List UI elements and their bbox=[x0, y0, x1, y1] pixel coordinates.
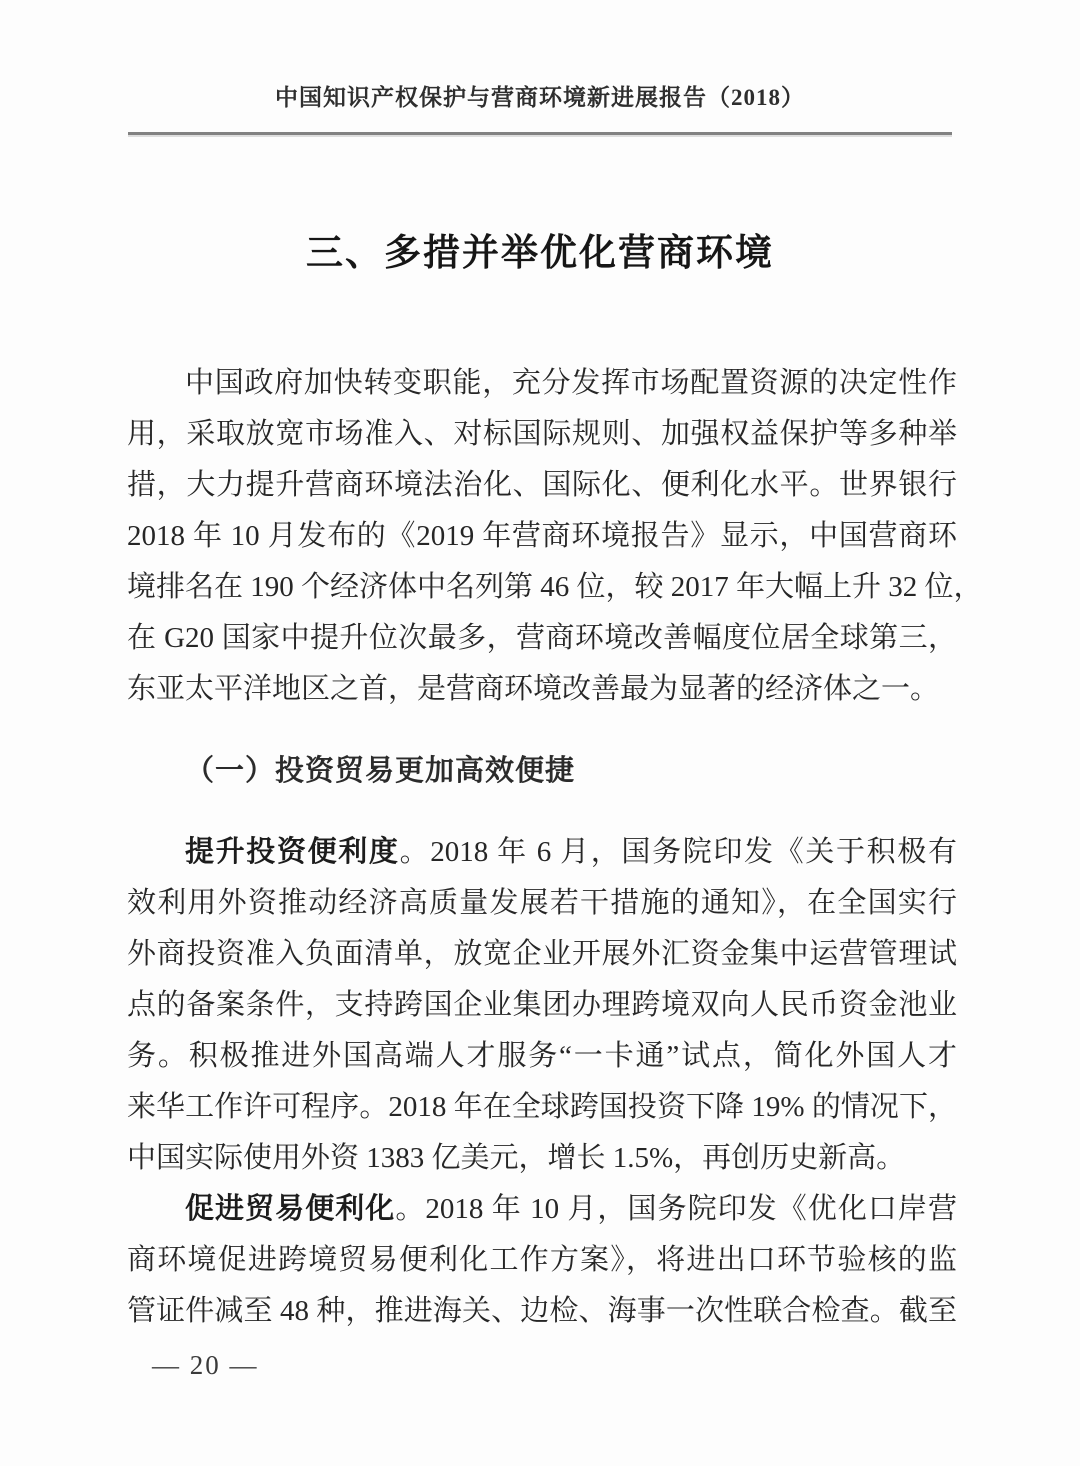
body-line bbox=[127, 827, 957, 878]
body-line bbox=[127, 1184, 957, 1235]
body-line: 来华工作许可程序。2018 年在全球跨国投资下降 19% 的情况下， bbox=[127, 1091, 957, 1123]
body-line: 点的备案条件，支持跨国企业集团办理跨境双向人民币资金池业 bbox=[127, 989, 957, 1021]
body-line: 中国实际使用外资 1383 亿美元，增长 1.5%，再创历史新高。 bbox=[127, 1142, 906, 1174]
body-line: 管证件减至 48 种，推进海关、边检、海事一次性联合检查。截至 bbox=[127, 1295, 957, 1327]
body-line: 商环境促进跨境贸易便利化工作方案》，将进出口环节验核的监 bbox=[127, 1244, 957, 1276]
body-line: 中国政府加快转变职能，充分发挥市场配置资源的决定性作 bbox=[185, 367, 957, 399]
paragraph-investment-facilitation bbox=[127, 827, 957, 1184]
body-line-text: 。2018 年 6 月，国务院印发《关于积极有 bbox=[399, 836, 957, 868]
body-line-text: 。2018 年 10 月，国务院印发《优化口岸营 bbox=[395, 1193, 957, 1225]
running-header-title: 中国知识产权保护与营商环境新进展报告（2018） bbox=[275, 85, 805, 110]
body-line: 务。积极推进外国高端人才服务“一卡通”试点，简化外国人才 bbox=[127, 1040, 957, 1072]
bold-lead-investment: 提升投资便利度 bbox=[185, 836, 400, 868]
body-line: 用，采取放宽市场准入、对标国际规则、加强权益保护等多种举 bbox=[127, 418, 957, 450]
page-number: — 20 — bbox=[152, 1350, 259, 1380]
body-text-block bbox=[127, 358, 983, 1337]
body-line: 外商投资准入负面清单，放宽企业开展外汇资金集中运营管理试 bbox=[127, 938, 957, 970]
body-line: 东亚太平洋地区之首，是营商环境改善最为显著的经济体之一。 bbox=[127, 673, 940, 705]
paragraph-overview bbox=[127, 358, 983, 715]
body-line: 2018 年 10 月发布的《2019 年营商环境报告》显示，中国营商环 bbox=[127, 520, 957, 552]
section-heading-investment-trade: （一）投资贸易更加高效便捷 bbox=[185, 755, 576, 787]
body-line: 效利用外资推动经济高质量发展若干措施的通知》，在全国实行 bbox=[127, 887, 957, 919]
body-line: 境排名在 190 个经济体中名列第 46 位，较 2017 年大幅上升 32 位， bbox=[127, 571, 983, 603]
chapter-title: 三、多措并举优化营商环境 bbox=[306, 233, 774, 274]
body-line: 措，大力提升营商环境法治化、国际化、便利化水平。世界银行 bbox=[127, 469, 957, 501]
paragraph-trade-facilitation bbox=[127, 1184, 957, 1337]
bold-lead-trade: 促进贸易便利化 bbox=[185, 1193, 396, 1225]
body-line: 在 G20 国家中提升位次最多，营商环境改善幅度位居全球第三， bbox=[127, 622, 957, 654]
